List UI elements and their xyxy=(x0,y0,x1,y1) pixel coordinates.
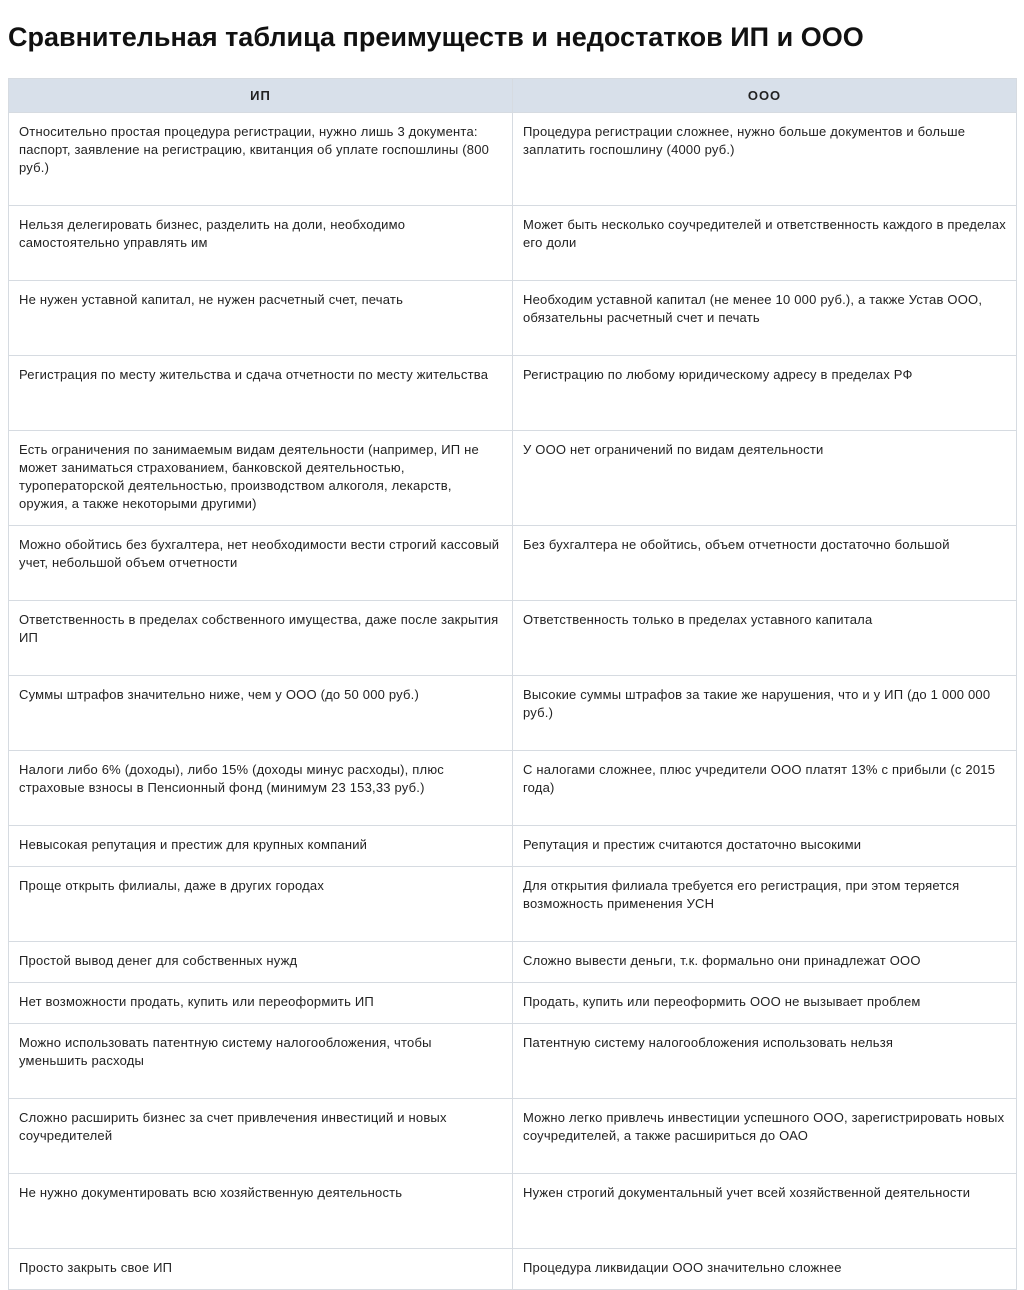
table-cell-ooo: Можно легко привлечь инвестиции успешного ООО, зарегистрировать новых соучредителей, а также расшириться до ОАО xyxy=(513,1099,1017,1174)
table-row xyxy=(9,431,1017,526)
table-cell-ip: Относительно простая процедура регистрации, нужно лишь 3 документа: паспорт, заявление на регистрацию, квитанция об уплате госпошлины (800 руб.) xyxy=(9,113,513,206)
table-cell-ip: Можно использовать патентную систему налогообложения, чтобы уменьшить расходы xyxy=(9,1024,513,1099)
table-row xyxy=(9,113,1017,206)
table-row xyxy=(9,826,1017,867)
table-row xyxy=(9,751,1017,826)
column-header-ip: ИП xyxy=(9,79,513,113)
table-cell-ooo: Сложно вывести деньги, т.к. формально они принадлежат ООО xyxy=(513,942,1017,983)
table-cell-ooo: Продать, купить или переоформить ООО не вызывает проблем xyxy=(513,983,1017,1024)
table-row xyxy=(9,356,1017,431)
table-cell-ip: Не нужен уставной капитал, не нужен расчетный счет, печать xyxy=(9,281,513,356)
table-row xyxy=(9,281,1017,356)
page-title: Сравнительная таблица преимуществ и недостатков ИП и ООО xyxy=(8,22,864,52)
table-row xyxy=(9,676,1017,751)
table-cell-ip: Нет возможности продать, купить или переоформить ИП xyxy=(9,983,513,1024)
table-cell-ip: Ответственность в пределах собственного имущества, даже после закрытия ИП xyxy=(9,601,513,676)
table-cell-ooo: С налогами сложнее, плюс учредители ООО платят 13% с прибыли (с 2015 года) xyxy=(513,751,1017,826)
table-row xyxy=(9,1024,1017,1099)
table-cell-ooo: Для открытия филиала требуется его регистрация, при этом теряется возможность применения УСН xyxy=(513,867,1017,942)
table-header-row xyxy=(9,79,1017,113)
table-cell-ooo: Без бухгалтера не обойтись, объем отчетности достаточно большой xyxy=(513,526,1017,601)
table-cell-ooo: Репутация и престиж считаются достаточно высокими xyxy=(513,826,1017,867)
table-cell-ip: Проще открыть филиалы, даже в других городах xyxy=(9,867,513,942)
table-cell-ooo: Высокие суммы штрафов за такие же нарушения, что и у ИП (до 1 000 000 руб.) xyxy=(513,676,1017,751)
table-cell-ooo: Процедура ликвидации ООО значительно сложнее xyxy=(513,1249,1017,1290)
table-row xyxy=(9,983,1017,1024)
table-row xyxy=(9,942,1017,983)
table-cell-ip: Можно обойтись без бухгалтера, нет необходимости вести строгий кассовый учет, небольшой объем отчетности xyxy=(9,526,513,601)
table-cell-ooo: Нужен строгий документальный учет всей хозяйственной деятельности xyxy=(513,1174,1017,1249)
table-row xyxy=(9,206,1017,281)
table-cell-ip: Суммы штрафов значительно ниже, чем у ООО (до 50 000 руб.) xyxy=(9,676,513,751)
table-row xyxy=(9,1249,1017,1290)
table-cell-ip: Невысокая репутация и престиж для крупных компаний xyxy=(9,826,513,867)
table-cell-ip: Налоги либо 6% (доходы), либо 15% (доходы минус расходы), плюс страховые взносы в Пенсионный фонд (минимум 23 153,33 руб.) xyxy=(9,751,513,826)
table-cell-ooo: Регистрацию по любому юридическому адресу в пределах РФ xyxy=(513,356,1017,431)
table-cell-ip: Есть ограничения по занимаемым видам деятельности (например, ИП не может заниматься страхованием, банковской деятельностью, туроператорской деятельностью, производством алкоголя, лекарств, оружия, а также некоторыми другими) xyxy=(9,431,513,526)
table-cell-ip: Простой вывод денег для собственных нужд xyxy=(9,942,513,983)
table-cell-ooo: Может быть несколько соучредителей и ответственность каждого в пределах его доли xyxy=(513,206,1017,281)
table-cell-ooo: Патентную систему налогообложения использовать нельзя xyxy=(513,1024,1017,1099)
table-row xyxy=(9,1174,1017,1249)
table-cell-ip: Регистрация по месту жительства и сдача отчетности по месту жительства xyxy=(9,356,513,431)
table-cell-ip: Сложно расширить бизнес за счет привлечения инвестиций и новых соучредителей xyxy=(9,1099,513,1174)
table-row xyxy=(9,867,1017,942)
table-cell-ip: Не нужно документировать всю хозяйственную деятельность xyxy=(9,1174,513,1249)
table-row xyxy=(9,1099,1017,1174)
comparison-table xyxy=(8,78,1017,1290)
table-cell-ip: Нельзя делегировать бизнес, разделить на доли, необходимо самостоятельно управлять им xyxy=(9,206,513,281)
table-row xyxy=(9,526,1017,601)
table-cell-ooo: Необходим уставной капитал (не менее 10 000 руб.), а также Устав ООО, обязательны расчетный счет и печать xyxy=(513,281,1017,356)
table-cell-ooo: У ООО нет ограничений по видам деятельности xyxy=(513,431,1017,526)
table-cell-ip: Просто закрыть свое ИП xyxy=(9,1249,513,1290)
column-header-ooo: ООО xyxy=(513,79,1017,113)
table-cell-ooo: Ответственность только в пределах уставного капитала xyxy=(513,601,1017,676)
table-row xyxy=(9,601,1017,676)
table-cell-ooo: Процедура регистрации сложнее, нужно больше документов и больше заплатить госпошлину (4000 руб.) xyxy=(513,113,1017,206)
